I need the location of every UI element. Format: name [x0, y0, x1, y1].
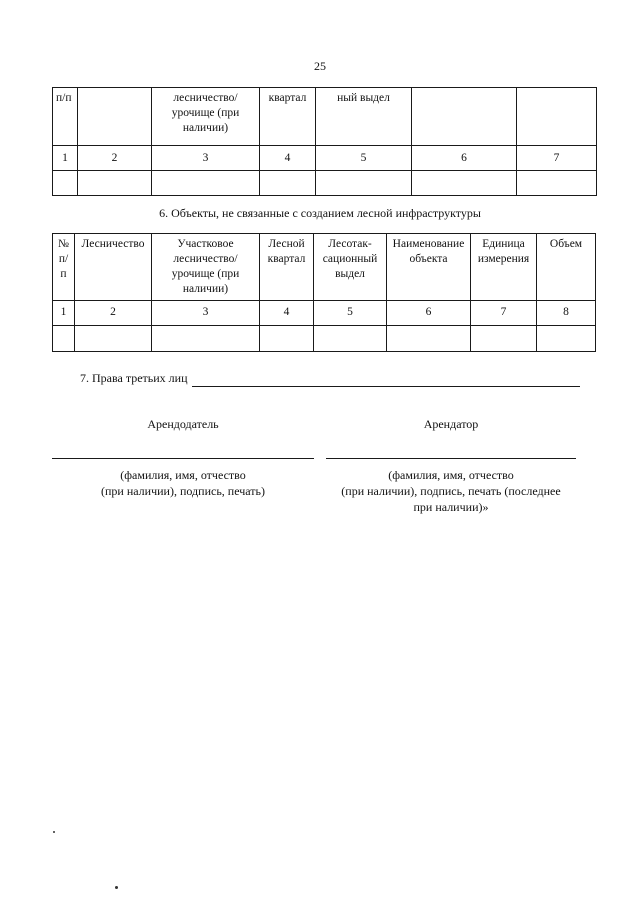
- empty-cell[interactable]: [260, 171, 316, 196]
- header-cell: ный выдел: [316, 88, 412, 146]
- column-number-cell: 7: [517, 146, 597, 171]
- lessor-signature-caption: [52, 467, 314, 499]
- empty-cell[interactable]: [152, 325, 260, 351]
- empty-cell[interactable]: [78, 171, 152, 196]
- empty-cell[interactable]: [53, 171, 78, 196]
- header-cell: Участковое лесничество/ урочище (при наличии): [152, 234, 260, 301]
- empty-cell[interactable]: [316, 171, 412, 196]
- caption-line: (фамилия, имя, отчество: [388, 468, 514, 482]
- page-number: 25: [314, 59, 326, 73]
- empty-cell[interactable]: [260, 325, 314, 351]
- column-number-cell: 4: [260, 146, 316, 171]
- empty-cell[interactable]: [517, 171, 597, 196]
- lessor-title: Арендодатель: [147, 417, 219, 431]
- column-number-row: [53, 146, 597, 171]
- empty-cell[interactable]: [412, 171, 517, 196]
- column-number-cell: 3: [152, 300, 260, 325]
- column-number-cell: 3: [152, 146, 260, 171]
- lessee-signature-caption: [326, 467, 576, 516]
- caption-line: (при наличии), подпись, печать): [100, 484, 265, 499]
- column-number-cell: 5: [314, 300, 387, 325]
- header-cell: Объем: [537, 234, 596, 301]
- header-cell: п/п: [53, 88, 78, 146]
- empty-cell[interactable]: [53, 325, 75, 351]
- column-number-cell: 4: [260, 300, 314, 325]
- lessee-title: Арендатор: [423, 417, 479, 431]
- column-number-cell: 6: [412, 146, 517, 171]
- section-6-heading: 6. Объекты, не связанные с созданием лесной инфраструктуры: [159, 206, 481, 220]
- empty-cell[interactable]: [471, 325, 537, 351]
- empty-cell[interactable]: [75, 325, 152, 351]
- header-cell: Лесной квартал: [260, 234, 314, 301]
- column-number-cell: 8: [537, 300, 596, 325]
- scan-speck: [53, 831, 55, 833]
- header-cell: Лесничество: [75, 234, 152, 301]
- column-number-cell: 5: [316, 146, 412, 171]
- third-party-rights-label: 7. Права третьих лиц: [80, 371, 188, 385]
- column-number-cell: 6: [387, 300, 471, 325]
- column-number-cell: 1: [53, 300, 75, 325]
- empty-cell[interactable]: [314, 325, 387, 351]
- table-header-row: [53, 88, 597, 146]
- caption-line: при наличии)»: [413, 500, 489, 515]
- column-number-cell: 2: [75, 300, 152, 325]
- header-cell: [78, 88, 152, 146]
- caption-line: (при наличии), подпись, печать (последнее: [341, 484, 561, 499]
- column-number-row: [53, 300, 596, 325]
- header-cell: [517, 88, 597, 146]
- header-cell: лесничество/ урочище (при наличии): [152, 88, 260, 146]
- third-party-rights-fill-line[interactable]: [192, 374, 580, 387]
- header-cell: № п/п: [53, 234, 75, 301]
- empty-cell[interactable]: [537, 325, 596, 351]
- third-party-rights: [80, 371, 580, 387]
- scan-speck: [115, 886, 118, 889]
- header-cell: квартал: [260, 88, 316, 146]
- caption-line: (фамилия, имя, отчество: [120, 468, 246, 482]
- continued-table: [52, 87, 597, 196]
- empty-cell[interactable]: [152, 171, 260, 196]
- column-number-cell: 7: [471, 300, 537, 325]
- header-cell: Единица измерения: [471, 234, 537, 301]
- table-header-row: [53, 234, 596, 301]
- header-cell: [412, 88, 517, 146]
- empty-row: [53, 171, 597, 196]
- lessee-signature-line[interactable]: [326, 458, 576, 459]
- objects-table: [52, 233, 596, 352]
- lessor-signature-line[interactable]: [52, 458, 314, 459]
- header-cell: Лесотак-сационный выдел: [314, 234, 387, 301]
- empty-row: [53, 325, 596, 351]
- column-number-cell: 1: [53, 146, 78, 171]
- header-cell: Наименование объекта: [387, 234, 471, 301]
- column-number-cell: 2: [78, 146, 152, 171]
- empty-cell[interactable]: [387, 325, 471, 351]
